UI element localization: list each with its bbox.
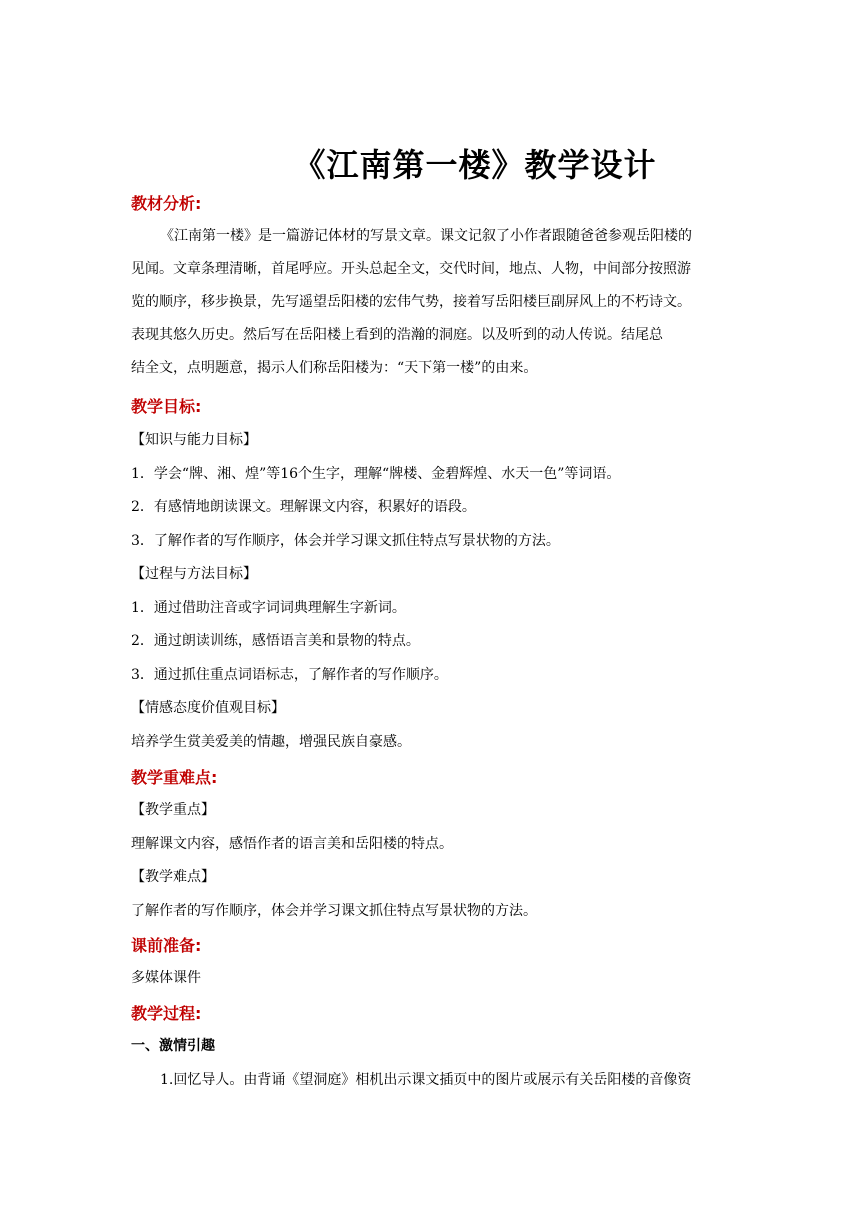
analysis-line: 表现其悠久历史。然后写在岳阳楼上看到的浩瀚的洞庭。以及听到的动人传说。结尾总 <box>131 327 663 343</box>
emotion-goals-label: 【情感态度价值观目标】 <box>131 700 285 716</box>
analysis-line: 《江南第一楼》是一篇游记体材的写景文章。课文记叙了小作者跟随爸爸参观岳阳楼的 <box>160 228 692 244</box>
process-goals-label: 【过程与方法目标】 <box>131 566 257 582</box>
step1-title: 一、激情引趣 <box>131 1038 215 1054</box>
process-goal-item: 2．通过朗读训练，感悟语言美和景物的特点。 <box>131 633 420 649</box>
analysis-line: 览的顺序，移步换景，先写遥望岳阳楼的宏伟气势，接着写岳阳楼巨副屏风上的不朽诗文。 <box>131 294 691 310</box>
process-goal-item: 3．通过抓住重点词语标志，了解作者的写作顺序。 <box>131 667 448 683</box>
analysis-line: 见闻。文章条理清晰，首尾呼应。开头总起全文，交代时间，地点、人物，中间部分按照游 <box>131 261 691 277</box>
knowledge-goals-label: 【知识与能力目标】 <box>131 432 257 448</box>
focus-label: 【教学重点】 <box>131 802 215 818</box>
knowledge-goal-item: 2．有感情地朗读课文。理解课文内容，积累好的语段。 <box>131 499 476 515</box>
heading-process: 教学过程: <box>131 1004 202 1023</box>
difficulty-text: 了解作者的写作顺序，体会并学习课文抓住特点写景状物的方法。 <box>131 903 537 919</box>
focus-text: 理解课文内容，感悟作者的语言美和岳阳楼的特点。 <box>131 836 453 852</box>
analysis-line: 结全文，点明题意，揭示人们称岳阳楼为：“天下第一楼”的由来。 <box>131 360 538 376</box>
prep-text: 多媒体课件 <box>131 970 201 986</box>
emotion-goal-text: 培养学生赏美爱美的情趣，增强民族自豪感。 <box>131 734 411 750</box>
heading-goals: 教学目标: <box>131 397 202 416</box>
heading-prep: 课前准备: <box>131 936 202 955</box>
process-goal-item: 1．通过借助注音或字词词典理解生字新词。 <box>131 600 406 616</box>
step1-text: 1.回忆导人。由背诵《望洞庭》相机出示课文插页中的图片或展示有关岳阳楼的音像资 <box>160 1072 692 1088</box>
heading-keypoints: 教学重难点: <box>131 768 218 787</box>
knowledge-goal-item: 1．学会“牌、湘、煌”等16个生字，理解“牌楼、金碧辉煌、水天一色”等词语。 <box>131 466 621 482</box>
document-title: 《江南第一楼》教学设计 <box>293 146 657 184</box>
difficulty-label: 【教学难点】 <box>131 869 215 885</box>
heading-analysis: 教材分析: <box>131 194 202 213</box>
knowledge-goal-item: 3．了解作者的写作顺序，体会并学习课文抓住特点写景状物的方法。 <box>131 533 560 549</box>
